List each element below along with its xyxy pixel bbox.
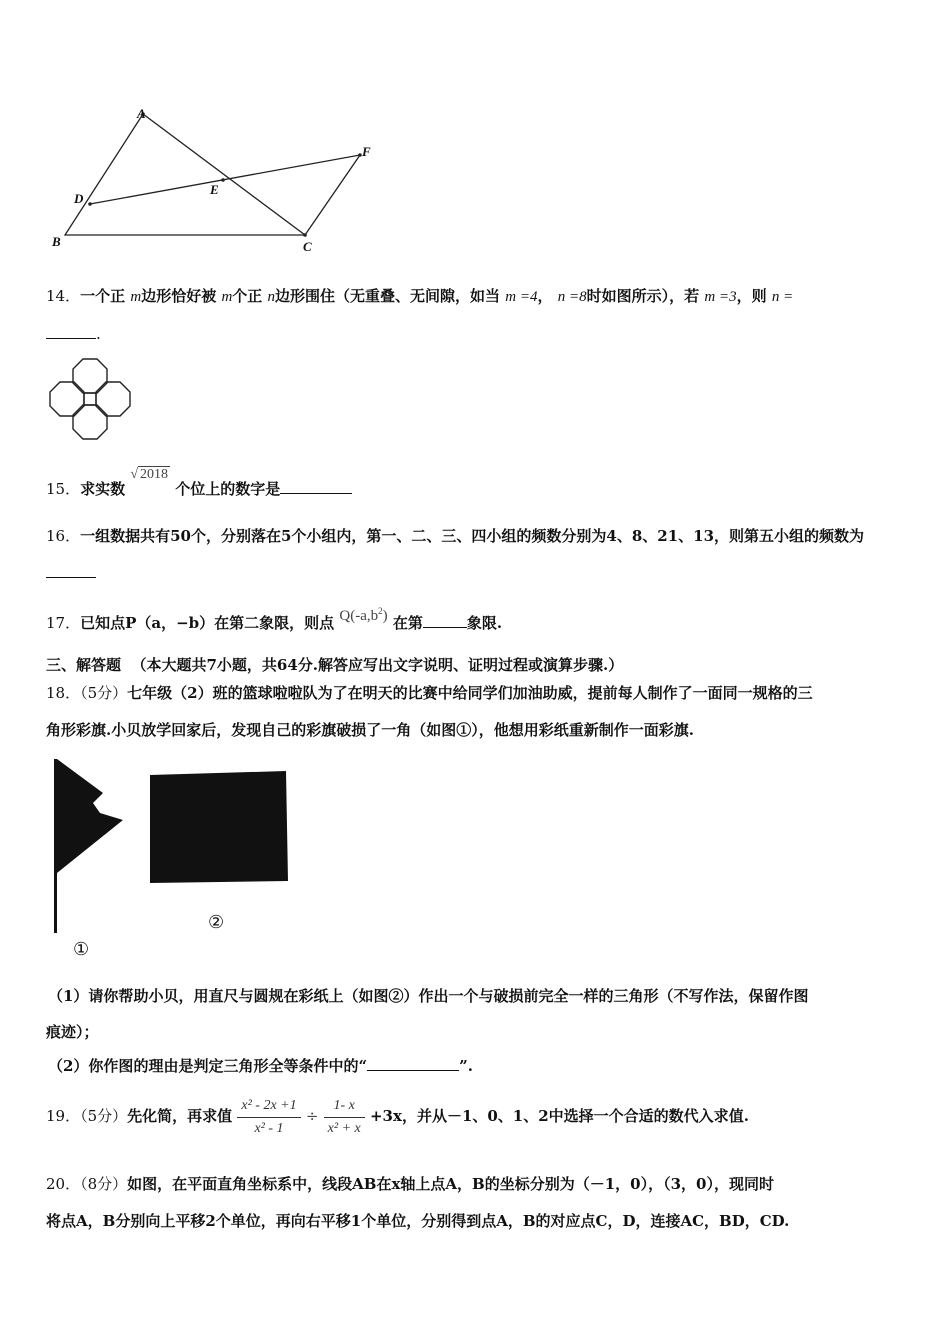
label-b: B xyxy=(52,234,61,249)
label-d: D xyxy=(74,191,84,206)
segment-dfc xyxy=(90,155,360,235)
answer-blank[interactable] xyxy=(423,613,467,628)
label-f: F xyxy=(362,144,371,159)
question-18-sub-2: （2）你作图的理由是判定三角形全等条件中的“ ”. xyxy=(48,1057,473,1075)
answer-blank[interactable] xyxy=(280,479,352,494)
paper-sheet xyxy=(150,771,288,883)
question-16: 16．一组数据共有50个，分别落在5个小组内，第一、二、三、四小组的频数分别为4、8、21、13，则第五小组的频数为 xyxy=(46,527,865,545)
figure-2-label: ② xyxy=(208,912,225,933)
question-15: 15．求实数 √ 2018 个位上的数字是 xyxy=(46,477,352,501)
section-3-heading: 三、解答题 （本大题共7小题，共64分.解答应写出文字说明、证明过程或演算步骤.） xyxy=(46,656,624,674)
triangle-figure xyxy=(40,100,390,260)
flag-pole xyxy=(54,759,57,933)
octagon-figure xyxy=(48,357,132,441)
question-16-answer xyxy=(46,563,96,583)
question-18-line-2: 角形彩旗.小贝放学回家后，发现自己的彩旗破损了一角（如图①），他想用彩纸重新制作一面彩旗. xyxy=(46,721,694,739)
question-18-sub-1-cont: 痕迹）； xyxy=(46,1023,99,1041)
fraction-2: $\frac{1- x}{\text{x² + x}}$ xyxy=(324,1097,365,1138)
triangle-abc xyxy=(65,114,305,235)
answer-blank[interactable] xyxy=(46,563,96,578)
answer-blank[interactable] xyxy=(367,1056,459,1071)
label-a: A xyxy=(137,106,146,121)
figure-1-label: ① xyxy=(73,939,90,960)
question-17: 17．已知点P（a，−b）在第二象限，则点 $Q(-a,b^2)$ 在第 象限. xyxy=(46,606,503,632)
label-e: E xyxy=(210,182,219,197)
question-14: 14．一个正 m边形恰好被 m个正 n边形围住（无重叠、无间隙，如当 m =4， n =8时如图所示），若 m =3，则 n = xyxy=(46,287,794,305)
question-14-answer: . xyxy=(46,324,101,344)
point-q: $Q(-a,b^2)$ xyxy=(339,606,388,624)
answer-blank[interactable] xyxy=(46,324,96,339)
question-19: 19．（5分）先化简，再求值 $\frac{\text{x² - 2x +1}}{\text{x² - 1}}$ ÷ $\frac{1- x}{\text{x² + x}}$ +3x，并从－1、0、1、2中选择一个合适的数代入求值. xyxy=(46,1097,749,1136)
fraction-1: $\frac{\text{x² - 2x +1}}{\text{x² - 1}}$ xyxy=(237,1097,300,1138)
label-c: C xyxy=(303,239,312,254)
question-18-sub-1: （1）请你帮助小贝，用直尺与圆规在彩纸上（如图②）作出一个与破损前完全一样的三角形（不写作法，保留作图 xyxy=(48,987,809,1005)
question-20-line-2: 将点A，B分别向上平移2个单位，再向右平移1个单位，分别得到点A，B的对应点C，D，连接AC，BD，CD. xyxy=(46,1212,790,1230)
broken-flag xyxy=(57,759,123,873)
sqrt-expression: √ 2018 xyxy=(130,467,169,482)
question-20-line-1: 20．（8分）如图，在平面直角坐标系中，线段AB在x轴上点A，B的坐标分别为（－1，0），（3，0），现同时 xyxy=(46,1175,774,1193)
question-18-line-1: 18．（5分）七年级（2）班的篮球啦啦队为了在明天的比赛中给同学们加油助威，提前每人制作了一面同一规格的三 xyxy=(46,684,813,702)
flag-figures xyxy=(48,755,298,935)
